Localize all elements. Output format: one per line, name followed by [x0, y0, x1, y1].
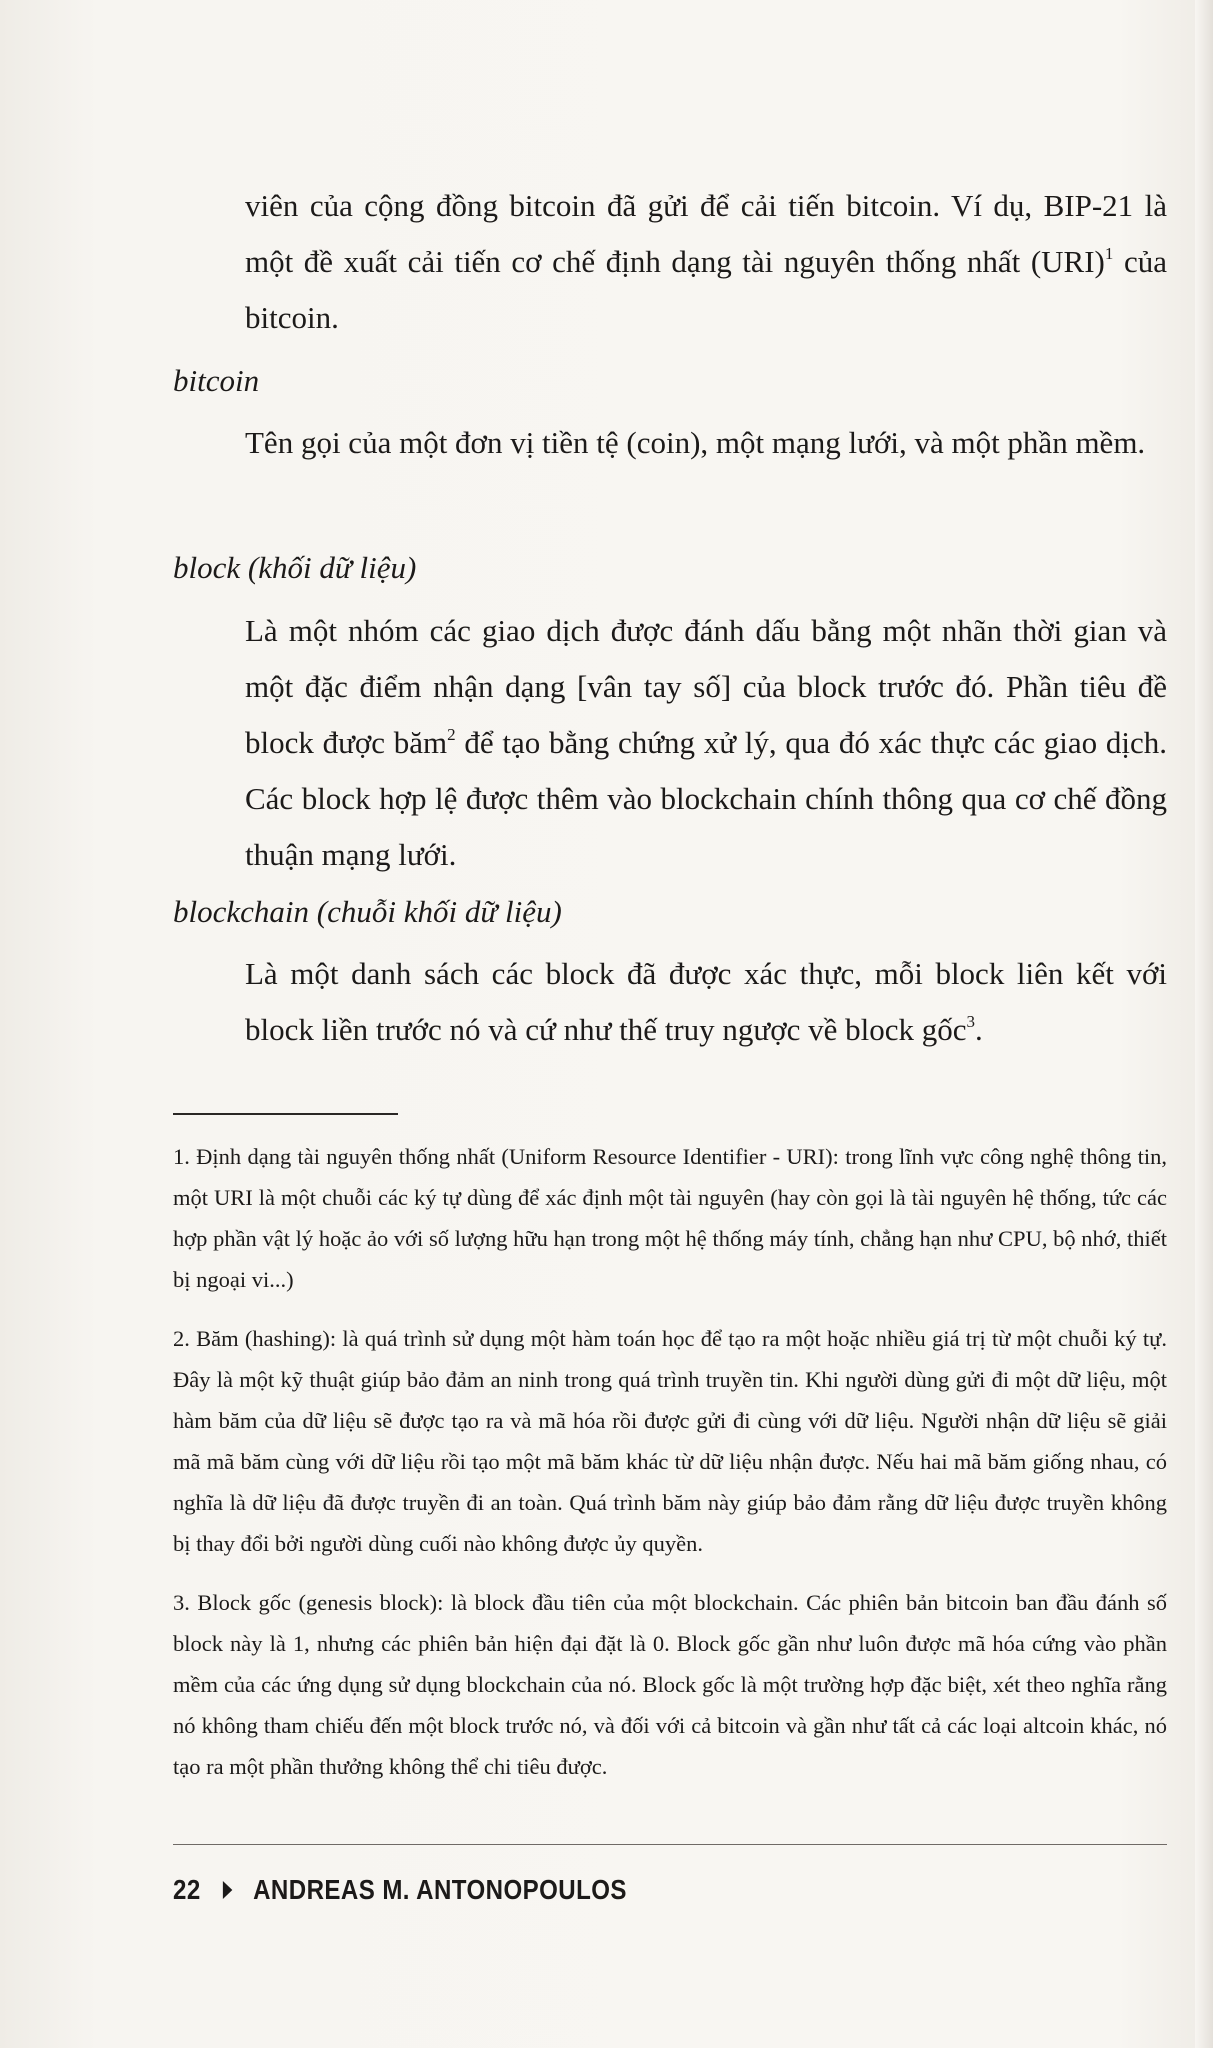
footnotes: [173, 1136, 1167, 1805]
right-triangle-icon: [223, 1881, 232, 1899]
glossary-definition-blockchain: [245, 946, 1167, 1058]
definition-text: viên của cộng đồng bitcoin đã gửi để cải tiến bitcoin. Ví dụ, BIP-21 là một đề xuất cải tiến cơ chế định dạng tài nguyên thống nhất (URI): [245, 188, 1167, 279]
bip-definition-continuation: [245, 178, 1167, 346]
definition-text-end: .: [975, 1012, 983, 1047]
footnote-separator: [173, 1113, 398, 1115]
footnote-1: 1. Định dạng tài nguyên thống nhất (Uniform Resource Identifier - URI): trong lĩnh vực công nghệ thông tin, một URI là một chuỗi các ký tự dùng để xác định một tài nguyên (hay còn gọi là tài nguyên hệ thống, tức các hợp phần vật lý hoặc ảo với số lượng hữu hạn trong một hệ thống máy tính, chẳng hạn như CPU, bộ nhớ, thiết bị ngoại vi...): [173, 1144, 1167, 1292]
footer-rule: [173, 1844, 1167, 1845]
glossary-definition-block: [245, 603, 1167, 883]
footnote-ref-3: 3: [966, 1012, 976, 1031]
glossary-definition-bitcoin: Tên gọi của một đơn vị tiền tệ (coin), một mạng lưới, và một phần mềm.: [245, 425, 1146, 460]
glossary-term-bitcoin: bitcoin: [173, 363, 260, 398]
footnote-2: 2. Băm (hashing): là quá trình sử dụng một hàm toán học để tạo ra một hoặc nhiều giá trị từ một chuỗi ký tự. Đây là một kỹ thuật giúp bảo đảm an ninh trong quá trình truyền tin. Khi người dùng gửi đi một dữ liệu, một hàm băm của dữ liệu sẽ được tạo ra và mã hóa rồi được gửi đi cùng với dữ liệu. Người nhận dữ liệu sẽ giải mã mã băm cùng với dữ liệu rồi tạo một mã băm khác từ dữ liệu nhận được. Nếu hai mã băm giống nhau, có nghĩa là dữ liệu đã được truyền đi an toàn. Quá trình băm này giúp bảo đảm rằng dữ liệu được truyền không bị thay đổi bởi người dùng cuối nào không được ủy quyền.: [173, 1326, 1167, 1556]
footnote-ref-1: 1: [1104, 244, 1114, 263]
page-edge: [1195, 0, 1213, 2048]
glossary-term-block: block (khối dữ liệu): [173, 550, 417, 585]
page-number: 22: [173, 1874, 201, 1905]
definition-text-end: của bitcoin.: [245, 244, 1167, 335]
glossary-term-blockchain: blockchain (chuỗi khối dữ liệu): [173, 894, 562, 929]
definition-text: Là một danh sách các block đã được xác thực, mỗi block liên kết với block liền trước nó và cứ như thế truy ngược về block gốc: [245, 956, 1167, 1047]
running-author: ANDREAS M. ANTONOPOULOS: [253, 1874, 627, 1905]
page-footer: [173, 1870, 627, 1910]
definition-text: Là một nhóm các giao dịch được đánh dấu bằng một nhãn thời gian và một đặc điểm nhận dạng [vân tay số] của block trước đó. Phần tiêu đề block được băm: [245, 613, 1167, 760]
definition-text-end: để tạo bằng chứng xử lý, qua đó xác thực các giao dịch. Các block hợp lệ được thêm vào blockchain chính thông qua cơ chế đồng thuận mạng lưới.: [245, 725, 1168, 872]
footnote-3: 3. Block gốc (genesis block): là block đầu tiên của một blockchain. Các phiên bản bitcoin ban đầu đánh số block này là 1, nhưng các phiên bản hiện đại đặt là 0. Block gốc gần như luôn được mã hóa cứng vào phần mềm của các ứng dụng sử dụng blockchain của nó. Block gốc là một trường hợp đặc biệt, xét theo nghĩa rằng nó không tham chiếu đến một block trước nó, và đối với cả bitcoin và gần như tất cả các loại altcoin khác, nó tạo ra một phần thưởng không thể chi tiêu được.: [173, 1590, 1167, 1779]
footnote-ref-2: 2: [447, 725, 456, 744]
